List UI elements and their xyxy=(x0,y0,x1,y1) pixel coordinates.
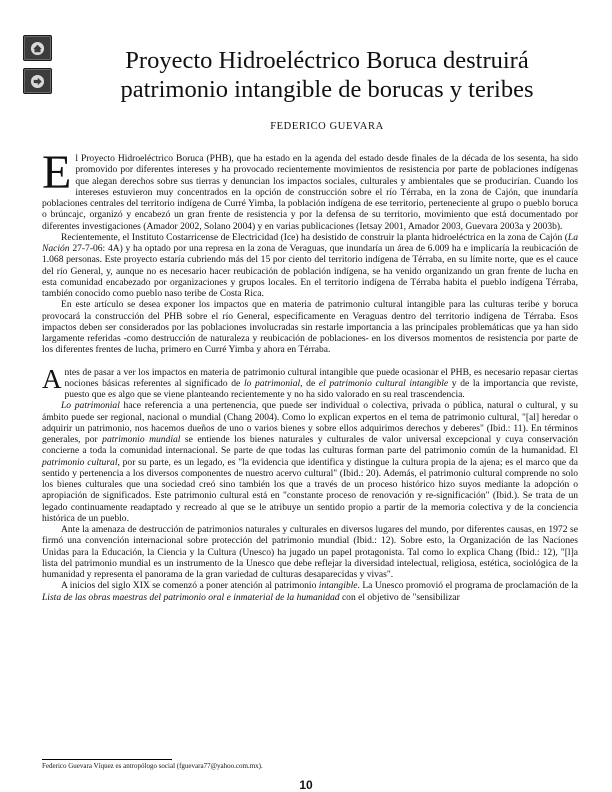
paragraph-3: En este artículo se desea exponer los impactos que en materia de patrimonio cultural intangible para las culturas teribe y boruca provocará la construcción del PHB sobre el río General, específicamente en Veraguas dentro del territorio indígena de Térraba. Esos impactos deben ser considerados por las poblaciones involucradas sin restarle importancia a las principales problemáticas que ya han sido largamente referidas -como destrucción de naturaleza y reubicación de poblaciones- en los diversos momentos de resistencia por parte de los diferentes frentes de lucha, primero en Curré Yimba y ahora en Térraba. xyxy=(42,299,578,356)
title-line-2: patrimonio intangible de borucas y teribes xyxy=(120,76,534,103)
paragraph-5: Lo patrimonial hace referencia a una pertenencia, que puede ser individual o colectiva, privada o pública, natural o cultural, y su ámbito puede ser regional, nacional o mundial (Chang 2004). Como lo explican expertos en el tema de patrimonio cultural, "[al] heredar o adquirir un patrimonio, nos hacemos dueños de uno o varios bienes y sobre ellos adquirimos derechos y deberes" (Ibid.: 11). En términos generales, por patrimonio mundial se entiende los bienes naturales y culturales de valor universal excepcional y cuya conservación concierne a toda la comunidad internacional. Se parte de que todas las culturas forman parte del patrimonio común de la humanidad. El patrimonio cultural, por su parte, es un legado, es "la evidencia que identifica y distingue la cultura propia de la ajena; es el marco que da sentido y pertenencia a los diversos componentes de nuestro acervo cultural" (Ibid.: 20). Además, el patrimonio cultural comprende no solo los bienes culturales que una sociedad creó sino también los que a través de un proceso histórico hizo suyos mediante la adopción o apropiación de significados. Este patrimonio cultural está en "constante proceso de renovación y re-significación" (Ibid.). Se trata de un legado continuamente readaptado y recreado al que se le atribuye un sentido propio a partir de la memoria colectiva y de la conciencia histórica de un pueblo. xyxy=(42,400,578,524)
paragraph-1: El Proyecto Hidroeléctrico Boruca (PHB), que ha estado en la agenda del estado desde finales de la década de los sesenta, ha sido promovido por diferentes intereses y ha provocado recientemente movimientos de resistencia por parte de poblaciones indígenas que alegan derechos sobre sus tierras y denuncian los impactos sociales, culturales y ambientales que se producirían. Cuando los intereses estuvieron muy concentrados en la opción de construcción sobre el río Térraba, en la zona de Cajón, que inundaría poblaciones centrales del territorio indígena de Curré Yimba, la población indígena de ese territorio, perteneciente al grupo o pueblo boruca o brúncajc, organizó y encabezó un gran frente de resistencia y por la defensa de su territorio, movimiento que está documentado por diferentes investigaciones (Amador 2002, Solano 2004) y en varias publicaciones (Ietsay 2001, Amador 2003, Guevara 2003a y 2003b). xyxy=(42,146,578,232)
paragraph-2: Recientemente, el Instituto Costarricense de Electricidad (Ice) ha desistido de construir la planta hidroeléctrica en la zona de Cajón (La Nación 27-7-06: 4A) y ha optado por una represa en la zona de Veraguas, que inundaría un área de 6.009 ha e implicaría la reubicación de 1.068 personas. Este proyecto estaría cubriendo más del 15 por ciento del territorio indígena de Térraba, en su límite norte, que es el cauce del río General, y, aunque no es necesario hacer reubicación de población indígena, se ha venido organizando un gran frente de lucha en esta comunidad encabezado por organizaciones y grupos locales. En el territorio indígena de Térraba habita el pueblo indígena Térraba, también conocido como pueblo naso teribe de Costa Rica. xyxy=(42,231,578,299)
article-title xyxy=(62,46,592,104)
drop-cap: E xyxy=(42,146,72,199)
title-line-1: Proyecto Hidroeléctrico Boruca destruirá xyxy=(125,47,529,74)
author-name: FEDERICO GUEVARA xyxy=(270,121,384,132)
drop-cap: A xyxy=(42,363,62,394)
next-page-button[interactable] xyxy=(23,68,52,94)
article-body xyxy=(42,146,579,603)
paragraph-6: Ante la amenaza de destrucción de patrimonios naturales y culturales en diversos lugares del mundo, por diferentes causas, en 1972 se firmó una convención internacional sobre protección del patrimonio mundial (Ibid.: 12). Sobre esto, la Organización de las Naciones Unidas para la Educación, la Ciencia y la Cultura (Unesco) ha jugado un papel protagonista. Tal como lo explica Chang (Ibid.: 12), "[l]a lista del patrimonio mundial es un instrumento de la Unesco que debe reflejar la diversidad intelectual, religiosa, estética, sociológica de la humanidad y representa el panorama de la gran variedad de culturas desaparecidas y vivas". xyxy=(42,524,578,580)
home-button[interactable] xyxy=(23,35,52,61)
page-number: 10 xyxy=(299,778,313,792)
arrow-right-icon xyxy=(30,74,45,89)
paragraph-7: A inicios del siglo XIX se comenzó a poner atención al patrimonio intangible. La Unesco promovió el programa de proclamación de la Lista de las obras maestras del patrimonio oral e inmaterial de la humanidad con el objetivo de "sensibilizar xyxy=(42,580,579,603)
home-icon xyxy=(30,41,45,56)
footnote-divider xyxy=(42,759,172,760)
author-footnote: Federico Guevara Víquez es antropólogo social (fguevara77@yahoo.com.mx). xyxy=(42,762,263,770)
paragraph-4: Antes de pasar a ver los impactos en materia de patrimonio cultural intangible que puede ocasionar el PHB, es necesario repasar ciertas nociones básicas referentes al significado de lo patrimonial, de el patrimonio cultural intangible y de la importancia que reviste, puesto que es algo que se viene planteando recientemente y no ha sido valorado en su real trascendencia. xyxy=(42,363,578,400)
